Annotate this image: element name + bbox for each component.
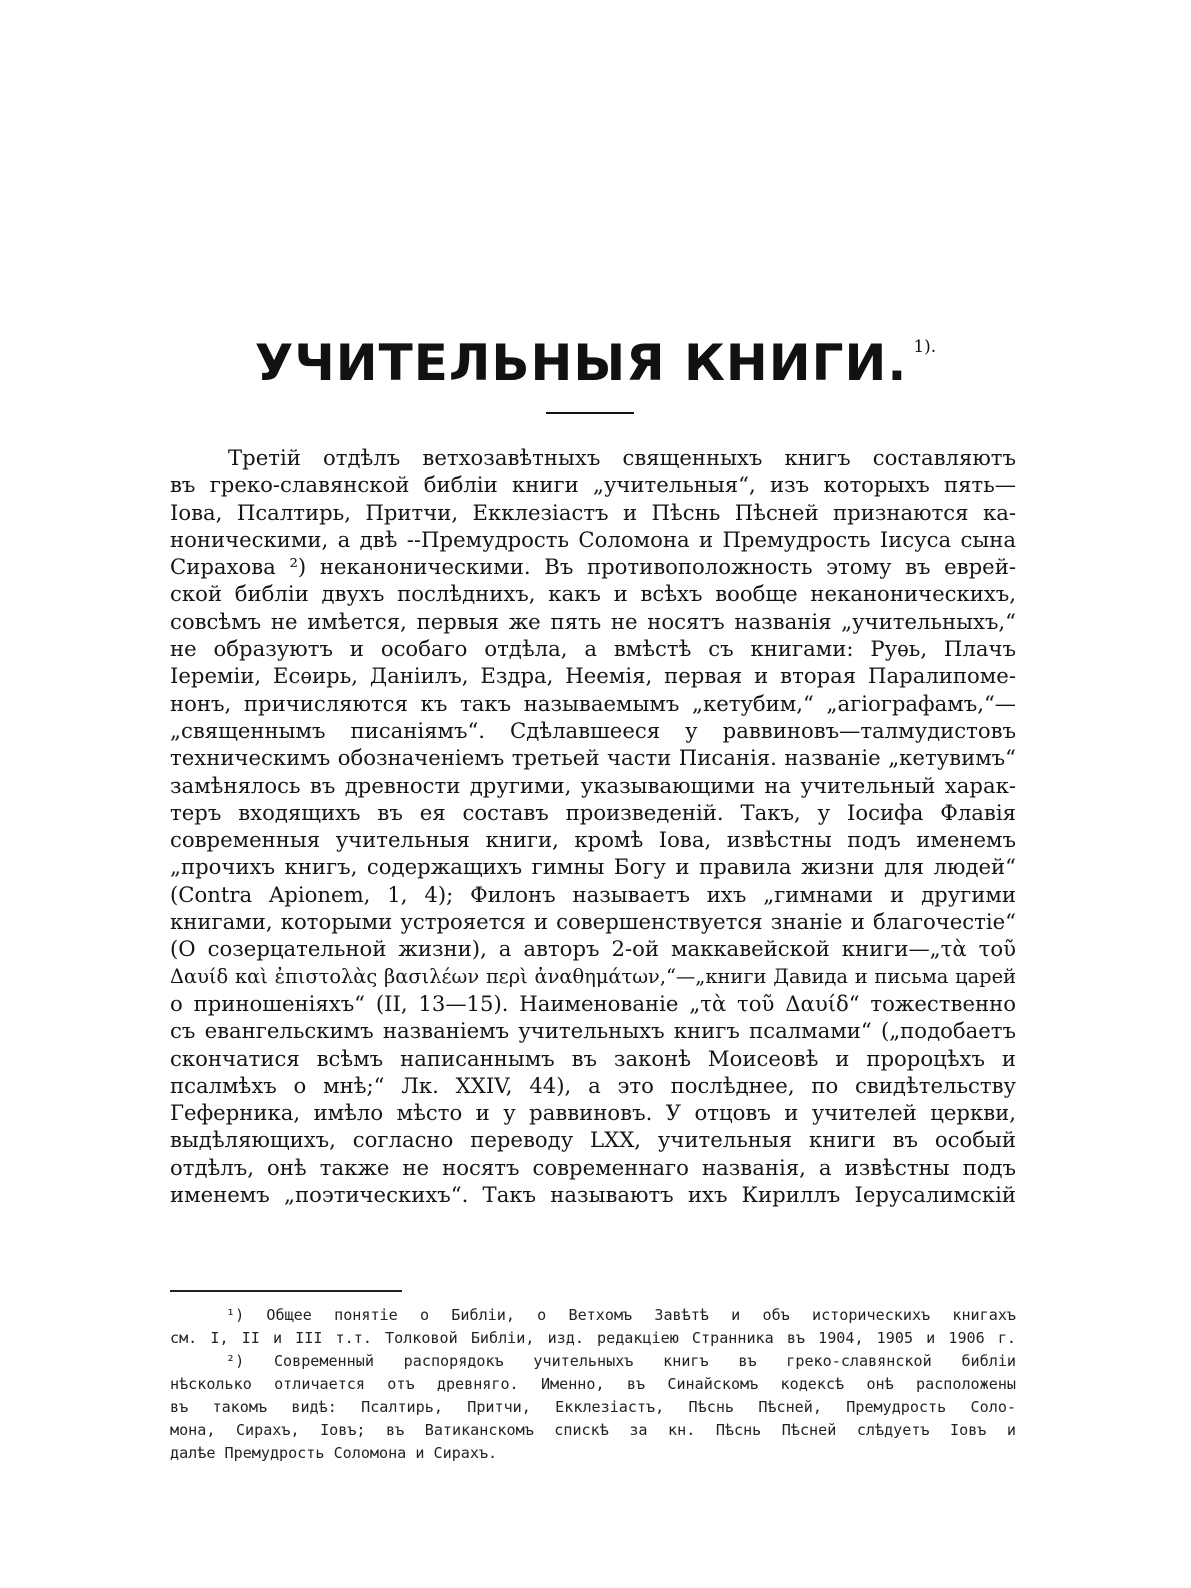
- footnote-line: ¹) Общее понятіе о Библіи, о Ветхомъ Завѣтѣ и объ историческихъ книгахъ: [226, 1306, 1016, 1324]
- body-line: книгами, которыми устрояется и совершенствуется знаніе и благочестіе“: [170, 909, 1016, 935]
- body-line: „прочихъ книгъ, содержащихъ гимны Богу и правила жизни для людей“: [170, 854, 1016, 880]
- body-line: о приношеніяхъ“ (II, 13—15). Наименованіе „τὰ τοῦ Δαυίδ“ тожественно: [170, 990, 1016, 1016]
- body-line: Геферника, имѣло мѣсто и у раввиновъ. У отцовъ и учителей церкви,: [170, 1100, 1016, 1126]
- body-line: ской библіи двухъ послѣднихъ, какъ и всѣхъ вообще неканоническихъ,: [170, 581, 1016, 607]
- body-line: не образуютъ и особаго отдѣла, а вмѣстѣ съ книгами: Руѳь, Плачъ: [170, 636, 1016, 662]
- title-divider: [546, 412, 634, 414]
- footnote-line: мона, Сирахъ, Іовъ; въ Ватиканскомъ спискѣ за кн. Пѣснь Пѣсней слѣдуетъ Іовъ и: [170, 1421, 1016, 1439]
- body-line: Іова, Псалтирь, Притчи, Екклезіастъ и Пѣснь Пѣсней признаются ка-: [170, 499, 1016, 525]
- body-line: выдѣляющихъ, согласно переводу LXX, учительныя книги въ особый: [170, 1127, 1016, 1153]
- body-line: (Contra Apionem, 1, 4); Филонъ называетъ ихъ „гимнами и другими: [170, 881, 1016, 907]
- body-line: въ греко-славянской библіи книги „учительныя“, изъ которыхъ пять—: [170, 472, 1016, 498]
- body-line: отдѣлъ, онѣ также не носятъ современнаго названія, а извѣстны подъ: [170, 1154, 1016, 1180]
- footnote-line: нѣсколько отличается отъ древняго. Именно, въ Синайскомъ кодексѣ онѣ расположены: [170, 1375, 1016, 1393]
- footnotes: [170, 1304, 1016, 1465]
- body-line: техническимъ обозначеніемъ третьей части Писанія. названіе „кетувимъ“: [170, 745, 1016, 771]
- body-line: скончатися всѣмъ написаннымъ въ законѣ Моисеовѣ и пророцѣхъ и: [170, 1045, 1016, 1071]
- body-line: (О созерцательной жизни), а авторъ 2-ой маккавейской книги—„τὰ τοῦ: [170, 936, 1016, 962]
- footnote-line: см. I, II и III т.т. Толковой Библіи, изд. редакціею Странника въ 1904, 1905 и 1906 г.: [170, 1329, 1016, 1347]
- body-line: нонъ, причисляются къ такъ называемымъ „кетубим,“ „агіографамъ,“—: [170, 690, 1016, 716]
- footnote-line: далѣе Премудрость Соломона и Сирахъ.: [170, 1444, 498, 1462]
- chapter-title-text: УЧИТЕЛЬНЫЯ КНИГИ.: [254, 334, 908, 392]
- body-line: Сирахова ²) неканоническими. Въ противоположность этому въ еврей-: [170, 554, 1016, 580]
- body-text: [170, 444, 1016, 1208]
- body-line: замѣнялось въ древности другими, указывающими на учительный харак-: [170, 772, 1016, 798]
- body-line: Третій отдѣлъ ветхозавѣтныхъ священныхъ книгъ составляютъ: [228, 445, 1016, 470]
- body-line: современныя учительныя книги, кромѣ Іова, извѣстны подъ именемъ: [170, 827, 1016, 853]
- body-line: теръ входящихъ въ ея составъ произведеній. Такъ, у Іосифа Флавія: [170, 799, 1016, 825]
- footnote-divider: [170, 1290, 402, 1292]
- body-line: именемъ „поэтическихъ“. Такъ называютъ ихъ Кириллъ Іерусалимскій: [170, 1182, 1016, 1208]
- body-line: Іереміи, Есѳирь, Даніилъ, Ездра, Неемія, первая и вторая Паралипоме-: [170, 663, 1016, 689]
- footnote-line: въ такомъ видѣ: Псалтирь, Притчи, Екклезіастъ, Пѣснь Пѣсней, Премудрость Соло-: [170, 1398, 1016, 1416]
- body-line: „священнымъ писаніямъ“. Сдѣлавшееся у раввиновъ—талмудистовъ: [170, 717, 1016, 743]
- body-line: псалмѣхъ о мнѣ;“ Лк. XXIV, 44), а это послѣднее, по свидѣтельству: [170, 1072, 1016, 1098]
- body-line: съ евангельскимъ названіемъ учительныхъ книгъ псалмами“ („подобаетъ: [170, 1018, 1016, 1044]
- body-line: ноническими, а двѣ --Премудрость Соломона и Премудрость Іисуса сына: [170, 526, 1016, 552]
- footnote-line: ²) Современный распорядокъ учительныхъ книгъ въ греко-славянской библіи: [226, 1352, 1016, 1370]
- body-line: совсѣмъ не имѣется, первыя же пять не носятъ названія „учительныхъ,“: [170, 608, 1016, 634]
- title-footnote-marker: 1).: [913, 337, 937, 357]
- body-line: Δαυίδ καὶ ἐπιστολὰς βασιλέων περὶ ἀναθημάτων,“—„книги Давида и письма царей: [170, 964, 1016, 988]
- chapter-title: [0, 334, 1191, 392]
